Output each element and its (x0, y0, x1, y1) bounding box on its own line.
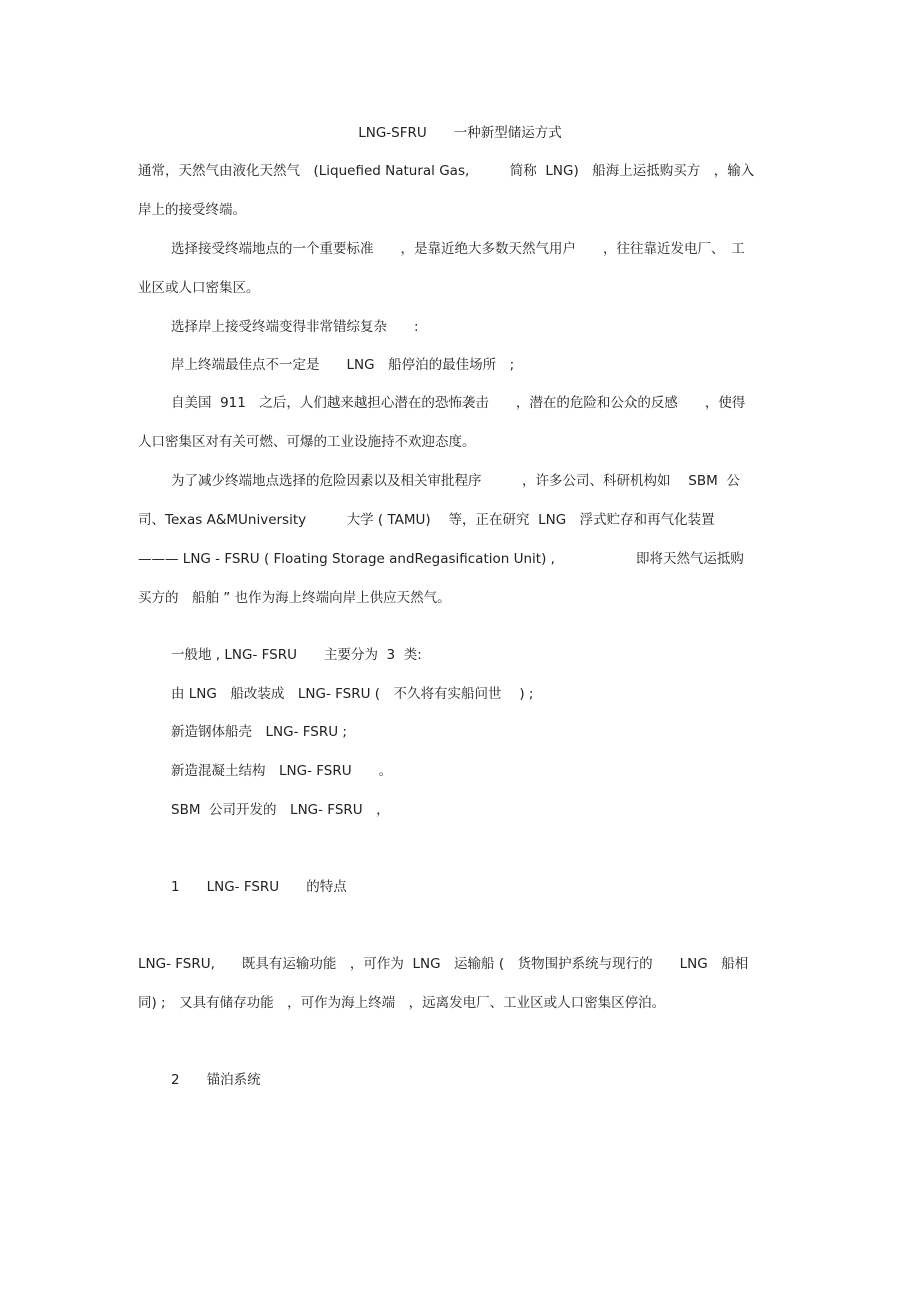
paragraph-line: 同) ; 又具有储存功能 ，可作为海上终端 ，远离发电厂、工业区或人口密集区停泊。 (138, 995, 666, 1011)
paragraph-line: ——— LNG - FSRU ( Floating Storage andRegasification Unit) , 即将天然气运抵购 (138, 551, 744, 567)
paragraph-line: 新造钢体船壳 LNG- FSRU ; (171, 724, 347, 740)
paragraph-line: 岸上的接受终端。 (138, 202, 246, 218)
paragraph-line: 新造混凝土结构 LNG- FSRU 。 (171, 763, 393, 779)
paragraph-line: 自美国 911 之后，人们越来越担心潜在的恐怖袭击 ，潜在的危险和公众的反感 ，使得 (171, 395, 746, 411)
paragraph-line: 人口密集区对有关可燃、可爆的工业设施持不欢迎态度。 (138, 434, 476, 450)
paragraph-line: 买方的 船舶 ” 也作为海上终端向岸上供应天然气。 (138, 590, 451, 606)
paragraph-line: 为了减少终端地点选择的危险因素以及相关审批程序 ，许多公司、科研机构如 SBM 公 (171, 473, 740, 489)
paragraph-line: 由 LNG 船改装成 LNG- FSRU ( 不久将有实船问世 ) ; (171, 686, 534, 702)
paragraph-line: 司、Texas A&MUniversity 大学 ( TAMU) 等，正在研究 LNG 浮式贮存和再气化装置 (138, 512, 715, 528)
paragraph-line: 一般地 , LNG- FSRU 主要分为 3 类: (171, 647, 422, 663)
paragraph-line: 岸上终端最佳点不一定是 LNG 船停泊的最佳场所 ; (171, 357, 515, 373)
paragraph-line: 通常，天然气由液化天然气 (Liquefied Natural Gas, 简称 LNG) 船海上运抵购买方 ，输入 (138, 163, 755, 179)
paragraph-line: 2 锚泊系统 (171, 1072, 261, 1088)
document-title: LNG-SFRU 一种新型储运方式 (358, 125, 562, 141)
paragraph-line: 选择岸上接受终端变得非常错综复杂 : (171, 319, 419, 335)
paragraph-line: 选择接受终端地点的一个重要标准 ，是靠近绝大多数天然气用户 ，往往靠近发电厂、 工 (171, 241, 745, 257)
paragraph-line: 1 LNG- FSRU 的特点 (171, 879, 347, 895)
paragraph-line: 业区或人口密集区。 (138, 280, 260, 296)
paragraph-line: SBM 公司开发的 LNG- FSRU ， (171, 802, 390, 818)
paragraph-line: LNG- FSRU, 既具有运输功能 ，可作为 LNG 运输船 ( 货物围护系统与现行的 LNG 船相 (138, 956, 749, 972)
